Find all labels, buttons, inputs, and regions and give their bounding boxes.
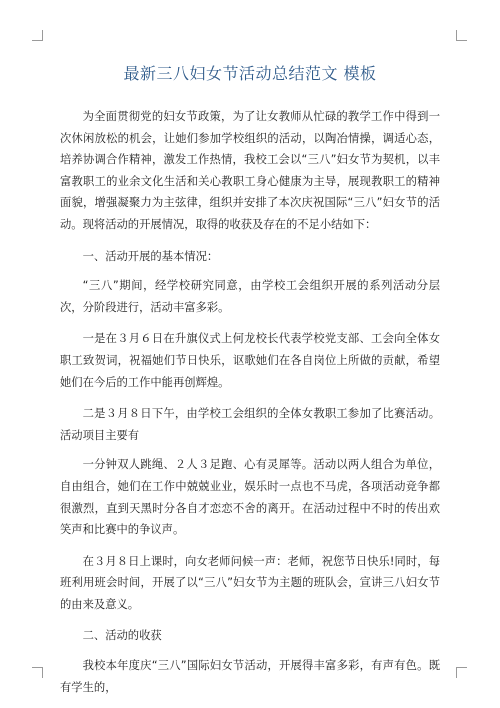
paragraph-overview: “三八”期间，经学校研究同意，由学校工会组织开展的系列活动分层次，分阶段进行，活动丰富多彩。	[60, 279, 440, 314]
heading-basic-situation: 一、活动开展的基本情况：	[82, 249, 219, 263]
crop-mark-top-left	[32, 30, 43, 41]
heading-gains: 二、活动的收获	[82, 629, 162, 643]
paragraph-second-event: 二是３月８日下午，由学校工会组织的全体女教职工参加了比赛活动。活动项目主要有	[60, 407, 440, 442]
paragraph-activities: 一分钟双人跳绳、２人３足跑、心有灵犀等。活动以两人组合为单位，自由组合，她们在工作中兢兢业业，娱乐时一点也不马虎，各项活动竞争都很激烈，直到天黑时分各自才恋恋不舍的离开。在活动过程中不时的传出欢笑声和比赛中的争议声。	[60, 458, 440, 537]
paragraph-class-meeting: 在３月８日上课时，向女老师问候一声：老师，祝您节日快乐!同时，每班利用班会时间，开展了以“三八”妇女节为主题的班队会，宣讲三八妇女节的由来及意义。	[60, 554, 440, 611]
crop-mark-bottom-right	[456, 667, 467, 678]
crop-mark-top-right	[456, 30, 467, 41]
document-body	[60, 106, 440, 708]
paragraph-intro: 为全面贯彻党的妇女节政策，为了让女教师从忙碌的教学工作中得到一次休闲放松的机会，让她们参加学校组织的活动，以陶冶情操，调适心态，培养协调合作精神，激发工作热情，我校工会以“三八”妇女节为契机，以丰富教职工的业余文化生活和关心教职工身心健康为主导，展现教职工的精神面貌，增强凝聚力为主弦律，组织并安排了本次庆祝国际“三八”妇女节的活动。现将活动的开展情况，取得的收获及存在的不足小结如下：	[60, 110, 440, 231]
paragraph-gains: 我校本年度庆“三八”国际妇女节活动，开展得丰富多彩，有声有色。既有学生的，	[60, 659, 440, 694]
paragraph-first-event: 一是在３月６日在升旗仪式上何龙校长代表学校党支部、工会向全体女职工致贺词，祝福她们节日快乐，讴歌她们在各自岗位上所做的贡献，希望她们在今后的工作中能再创辉煌。	[60, 332, 440, 389]
document-title: 最新三八妇女节活动总结范文 模板	[123, 64, 377, 83]
crop-mark-bottom-left	[32, 667, 43, 678]
